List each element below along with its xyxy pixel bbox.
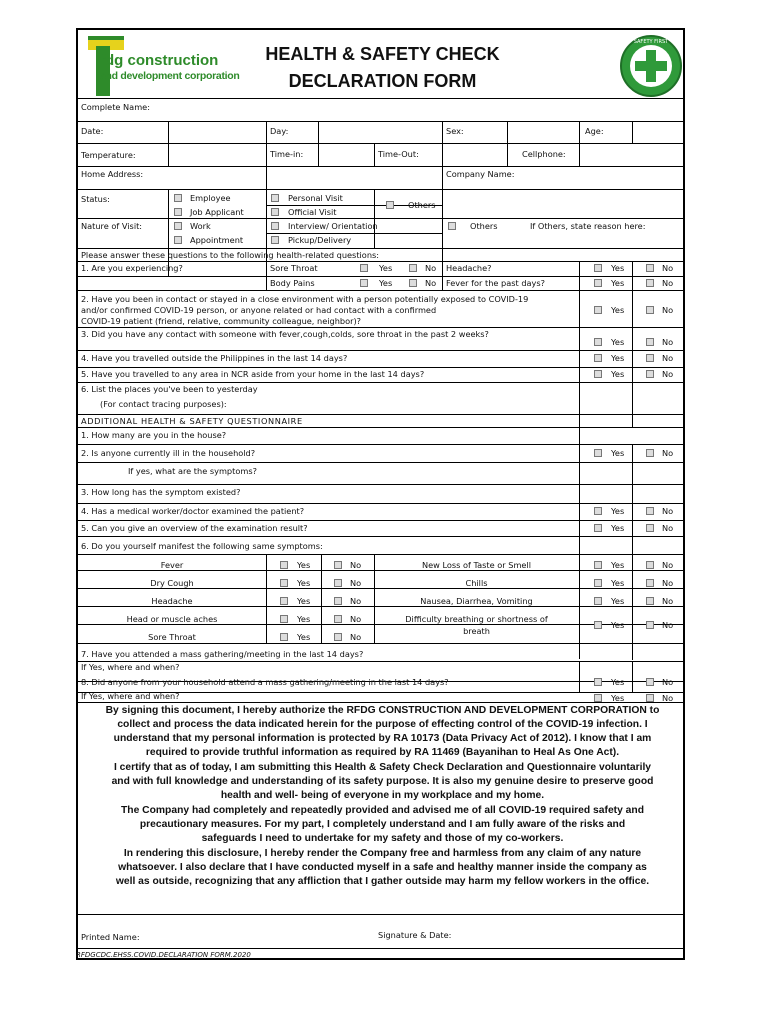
day-label: Day: <box>270 126 289 136</box>
declaration-line: health and well- being of everyone in my workplace and my home. <box>220 790 545 801</box>
throat-yes-label: Yes <box>297 632 311 642</box>
q6-text: 6. List the places you've been to yesterday <box>81 384 258 394</box>
fever-past-no-label: No <box>662 278 674 288</box>
a7-no-checkbox[interactable] <box>646 678 654 686</box>
form-title-line1: HEALTH & SAFETY CHECK <box>265 44 500 64</box>
fever-yes-label: Yes <box>297 560 311 570</box>
nausea-yes-label: Yes <box>611 596 625 606</box>
q3-yes-checkbox[interactable] <box>594 338 602 346</box>
chills-no-checkbox[interactable] <box>646 579 654 587</box>
q5-yes-checkbox[interactable] <box>594 370 602 378</box>
q4-no-label: No <box>662 353 674 363</box>
q6-subtext: (For contact tracing purposes): <box>100 399 227 409</box>
status-others-checkbox[interactable] <box>386 201 394 209</box>
declaration-line: and with full knowledge and understanding of its safety purpose. It is also my genuine desire to preserve good <box>111 776 654 787</box>
safety-seal-icon <box>619 34 683 98</box>
headache-no-checkbox[interactable] <box>646 264 654 272</box>
symptom-dry-cough: Dry Cough <box>150 578 194 588</box>
breathing-yes-label: Yes <box>611 620 625 630</box>
body-pains-yes-label: Yes <box>379 278 393 288</box>
a7-text: 7. Have you attended a mass gathering/meeting in the last 14 days? <box>81 649 364 659</box>
interview-checkbox[interactable] <box>271 222 279 230</box>
declaration-form <box>76 28 685 960</box>
a2-yes-checkbox[interactable] <box>594 449 602 457</box>
q4-text: 4. Have you travelled outside the Philippines in the last 14 days? <box>81 353 348 363</box>
headache-yes-label: Yes <box>611 263 625 273</box>
printed-name-label: Printed Name: <box>81 932 140 942</box>
sore-throat-no-label: No <box>425 263 437 273</box>
a2-no-checkbox[interactable] <box>646 449 654 457</box>
q4-no-checkbox[interactable] <box>646 354 654 362</box>
questions-intro: Please answer these questions to the following health-related questions: <box>81 250 380 260</box>
throat-no-checkbox[interactable] <box>334 633 342 641</box>
fever-no-label: No <box>350 560 362 570</box>
declaration-line: The Company had completely and repeatedly provided and advised me of all COVID-19 required safety and <box>121 805 644 816</box>
aches-no-label: No <box>350 614 362 624</box>
sex-label: Sex: <box>446 126 464 136</box>
breathing-no-label: No <box>662 620 674 630</box>
signature-date-label: Signature & Date: <box>378 930 452 940</box>
job-applicant-checkbox[interactable] <box>174 208 182 216</box>
a2-no-label: No <box>662 448 674 458</box>
breathing-no-checkbox[interactable] <box>646 621 654 629</box>
logo-text-line1: fdg construction <box>100 52 219 69</box>
a7-yes-label: Yes <box>611 677 625 687</box>
q2-yes-label: Yes <box>611 305 625 315</box>
symptom-breathing-line2: breath <box>463 626 490 636</box>
a2-text: 2. Is anyone currently ill in the household? <box>81 448 256 458</box>
a4-text: 4. Has a medical worker/doctor examined the patient? <box>81 506 305 516</box>
a4-no-label: No <box>662 506 674 516</box>
q5-yes-label: Yes <box>611 369 625 379</box>
time-in-label: Time-in: <box>270 149 304 159</box>
work-checkbox[interactable] <box>174 222 182 230</box>
temperature-label: Temperature: <box>81 150 136 160</box>
a8-text: 8. Did anyone from your household attend a mass gathering/meeting in the last 14 days? <box>81 677 449 687</box>
logo-text-line2: and development corporation <box>100 70 240 82</box>
symptom-breathing-line1: Difficulty breathing or shortness of <box>405 614 548 624</box>
aches-yes-label: Yes <box>297 614 311 624</box>
nature-of-visit-label: Nature of Visit: <box>81 221 143 231</box>
declaration-line: understand that my personal information is protected by RA 10173 (Data Privacy Act of 2012). I know that I am <box>113 733 652 744</box>
personal-visit-option: Personal Visit <box>288 193 343 203</box>
symptom-headache: Headache <box>151 596 193 606</box>
body-pains-no-checkbox[interactable] <box>409 279 417 287</box>
headache-sym-no-checkbox[interactable] <box>334 597 342 605</box>
q3-yes-label: Yes <box>611 337 625 347</box>
fever-past-no-checkbox[interactable] <box>646 279 654 287</box>
declaration-line: whatsoever. I also declare that I have conducted myself in a safe and healthy manner inside the company as <box>118 862 647 873</box>
a8-no-label: No <box>662 693 674 703</box>
q1-body-pains: Body Pains <box>270 278 315 288</box>
headache-sym-yes-checkbox[interactable] <box>280 597 288 605</box>
body-pains-no-label: No <box>425 278 437 288</box>
chills-no-label: No <box>662 578 674 588</box>
personal-visit-checkbox[interactable] <box>271 194 279 202</box>
declaration-line: In rendering this disclosure, I hereby render the Company free and harmless from any claim of any nature <box>123 848 642 859</box>
time-out-label: Time-Out: <box>378 149 419 159</box>
symptom-taste: New Loss of Taste or Smell <box>421 560 532 570</box>
q2-no-checkbox[interactable] <box>646 306 654 314</box>
a5-no-checkbox[interactable] <box>646 524 654 532</box>
symptom-fever: Fever <box>160 560 184 570</box>
visit-others-option: Others <box>470 221 498 231</box>
q2-line1: 2. Have you been in contact or stayed in a close environment with a person potentially exposed to COVID-19 <box>81 294 529 304</box>
dry-cough-no-checkbox[interactable] <box>334 579 342 587</box>
headache-sym-yes-label: Yes <box>297 596 311 606</box>
job-applicant-option: Job Applicant <box>190 207 244 217</box>
official-visit-checkbox[interactable] <box>271 208 279 216</box>
dry-cough-no-label: No <box>350 578 362 588</box>
sore-throat-yes-checkbox[interactable] <box>360 264 368 272</box>
form-title-line2: DECLARATION FORM <box>288 71 477 91</box>
q5-no-checkbox[interactable] <box>646 370 654 378</box>
taste-no-label: No <box>662 560 674 570</box>
taste-no-checkbox[interactable] <box>646 561 654 569</box>
q2-yes-checkbox[interactable] <box>594 306 602 314</box>
breathing-yes-checkbox[interactable] <box>594 621 602 629</box>
appointment-option: Appointment <box>190 235 244 245</box>
age-label: Age: <box>585 126 604 136</box>
declaration-line: precautionary measures. For my part, I completely understand and I am fully aware of the risks and <box>139 819 626 830</box>
throat-no-label: No <box>350 632 362 642</box>
declaration-line: safeguards I need to undertake for my safety and those of my co-workers. <box>201 833 564 844</box>
q2-line2: and/or confirmed COVID-19 person, or anyone related or had contact with a confirmed <box>81 305 437 315</box>
pickup-option: Pickup/Delivery <box>288 235 352 245</box>
symptom-sore-throat: Sore Throat <box>148 632 196 642</box>
status-others-option: Others <box>408 200 436 210</box>
safety-first-seal <box>619 34 683 98</box>
q1-text: 1. Are you experiencing? <box>81 263 183 273</box>
q3-text: 3. Did you have any contact with someone with fever,cough,colds, sore throat in the past 2 weeks? <box>81 329 489 339</box>
a5-yes-checkbox[interactable] <box>594 524 602 532</box>
throat-yes-checkbox[interactable] <box>280 633 288 641</box>
complete-name-label: Complete Name: <box>81 102 150 112</box>
declaration-line: required to provide truthful information as required by RA 11469 (Bayanihan to Heal As One Act). <box>145 747 620 758</box>
headache-yes-checkbox[interactable] <box>594 264 602 272</box>
a5-no-label: No <box>662 523 674 533</box>
aches-yes-checkbox[interactable] <box>280 615 288 623</box>
q1-sore-throat: Sore Throat <box>270 263 318 273</box>
q3-no-checkbox[interactable] <box>646 338 654 346</box>
fever-no-checkbox[interactable] <box>334 561 342 569</box>
employee-option: Employee <box>190 193 231 203</box>
nausea-no-label: No <box>662 596 674 606</box>
headache-no-label: No <box>662 263 674 273</box>
a5-yes-label: Yes <box>611 523 625 533</box>
date-label: Date: <box>81 126 104 136</box>
q5-no-label: No <box>662 369 674 379</box>
a8-no-checkbox[interactable] <box>646 694 654 702</box>
a2-yes-label: Yes <box>611 448 625 458</box>
form-code-footer: RFDGCDC.EHSS.COVID.DECLARATION FORM.2020 <box>76 951 251 959</box>
chills-yes-label: Yes <box>611 578 625 588</box>
sore-throat-yes-label: Yes <box>379 263 393 273</box>
home-address-label: Home Address: <box>81 169 144 179</box>
status-label: Status: <box>81 194 110 204</box>
svg-text:SAFETY FIRST: SAFETY FIRST <box>633 39 669 45</box>
q1-headache: Headache? <box>446 263 492 273</box>
declaration-line: By signing this document, I hereby authorize the RFDG CONSTRUCTION AND DEVELOPMENT CORPORATION to <box>105 705 660 716</box>
declaration-line: I certify that as of today, I am submitting this Health & Safety Check Declaration and Questionnaire voluntarily <box>113 762 652 773</box>
fever-yes-checkbox[interactable] <box>280 561 288 569</box>
a1-text: 1. How many are you in the house? <box>81 430 227 440</box>
aches-no-checkbox[interactable] <box>334 615 342 623</box>
additional-heading: ADDITIONAL HEALTH & SAFETY QUESTIONNAIRE <box>81 416 303 426</box>
dry-cough-yes-label: Yes <box>297 578 311 588</box>
sore-throat-no-checkbox[interactable] <box>409 264 417 272</box>
fever-past-yes-checkbox[interactable] <box>594 279 602 287</box>
work-option: Work <box>190 221 211 231</box>
q1-fever: Fever for the past days? <box>446 278 546 288</box>
body-pains-yes-checkbox[interactable] <box>360 279 368 287</box>
a5-text: 5. Can you give an overview of the examination result? <box>81 523 308 533</box>
q2-no-label: No <box>662 305 674 315</box>
official-visit-option: Official Visit <box>288 207 337 217</box>
a3-text: 3. How long has the symptom existed? <box>81 487 241 497</box>
a4-no-checkbox[interactable] <box>646 507 654 515</box>
q2-line3: COVID-19 patient (friend, relative, community colleague, neighbor)? <box>81 316 362 326</box>
employee-checkbox[interactable] <box>174 194 182 202</box>
q3-no-label: No <box>662 337 674 347</box>
fever-past-yes-label: Yes <box>611 278 625 288</box>
a8-yes-label: Yes <box>611 693 625 703</box>
a8-yes-checkbox[interactable] <box>594 694 602 702</box>
appointment-checkbox[interactable] <box>174 236 182 244</box>
q4-yes-label: Yes <box>611 353 625 363</box>
chills-yes-checkbox[interactable] <box>594 579 602 587</box>
a6-text: 6. Do you yourself manifest the following same symptoms: <box>81 541 323 551</box>
q4-yes-checkbox[interactable] <box>594 354 602 362</box>
q5-text: 5. Have you travelled to any area in NCR aside from your home in the last 14 days? <box>81 369 425 379</box>
symptom-nausea: Nausea, Diarrhea, Vomiting <box>420 596 533 606</box>
symptom-chills: Chills <box>465 578 488 588</box>
pickup-checkbox[interactable] <box>271 236 279 244</box>
declaration-line: well as outside, recognizing that any affliction that I gather outside may harm my fellow workers in the office. <box>115 876 650 887</box>
visit-others-checkbox[interactable] <box>448 222 456 230</box>
company-name-label: Company Name: <box>446 169 515 179</box>
a4-yes-checkbox[interactable] <box>594 507 602 515</box>
interview-option: Interview/ Orientation <box>288 221 378 231</box>
a8-ifyes: If Yes, where and when? <box>81 691 180 701</box>
taste-yes-checkbox[interactable] <box>594 561 602 569</box>
cellphone-label: Cellphone: <box>522 149 566 159</box>
a7-yes-checkbox[interactable] <box>594 678 602 686</box>
taste-yes-label: Yes <box>611 560 625 570</box>
a7-no-label: No <box>662 677 674 687</box>
symptom-aches: Head or muscle aches <box>126 614 218 624</box>
visit-others-reason-label: If Others, state reason here: <box>530 221 646 231</box>
a2-subtext: If yes, what are the symptoms? <box>128 466 257 476</box>
nausea-no-checkbox[interactable] <box>646 597 654 605</box>
dry-cough-yes-checkbox[interactable] <box>280 579 288 587</box>
headache-sym-no-label: No <box>350 596 362 606</box>
nausea-yes-checkbox[interactable] <box>594 597 602 605</box>
declaration-line: collect and process the data indicated herein for the purpose of effecting control of the COVID-19 infection. I <box>117 719 648 730</box>
a7-ifyes: If Yes, where and when? <box>81 662 180 672</box>
a4-yes-label: Yes <box>611 506 625 516</box>
